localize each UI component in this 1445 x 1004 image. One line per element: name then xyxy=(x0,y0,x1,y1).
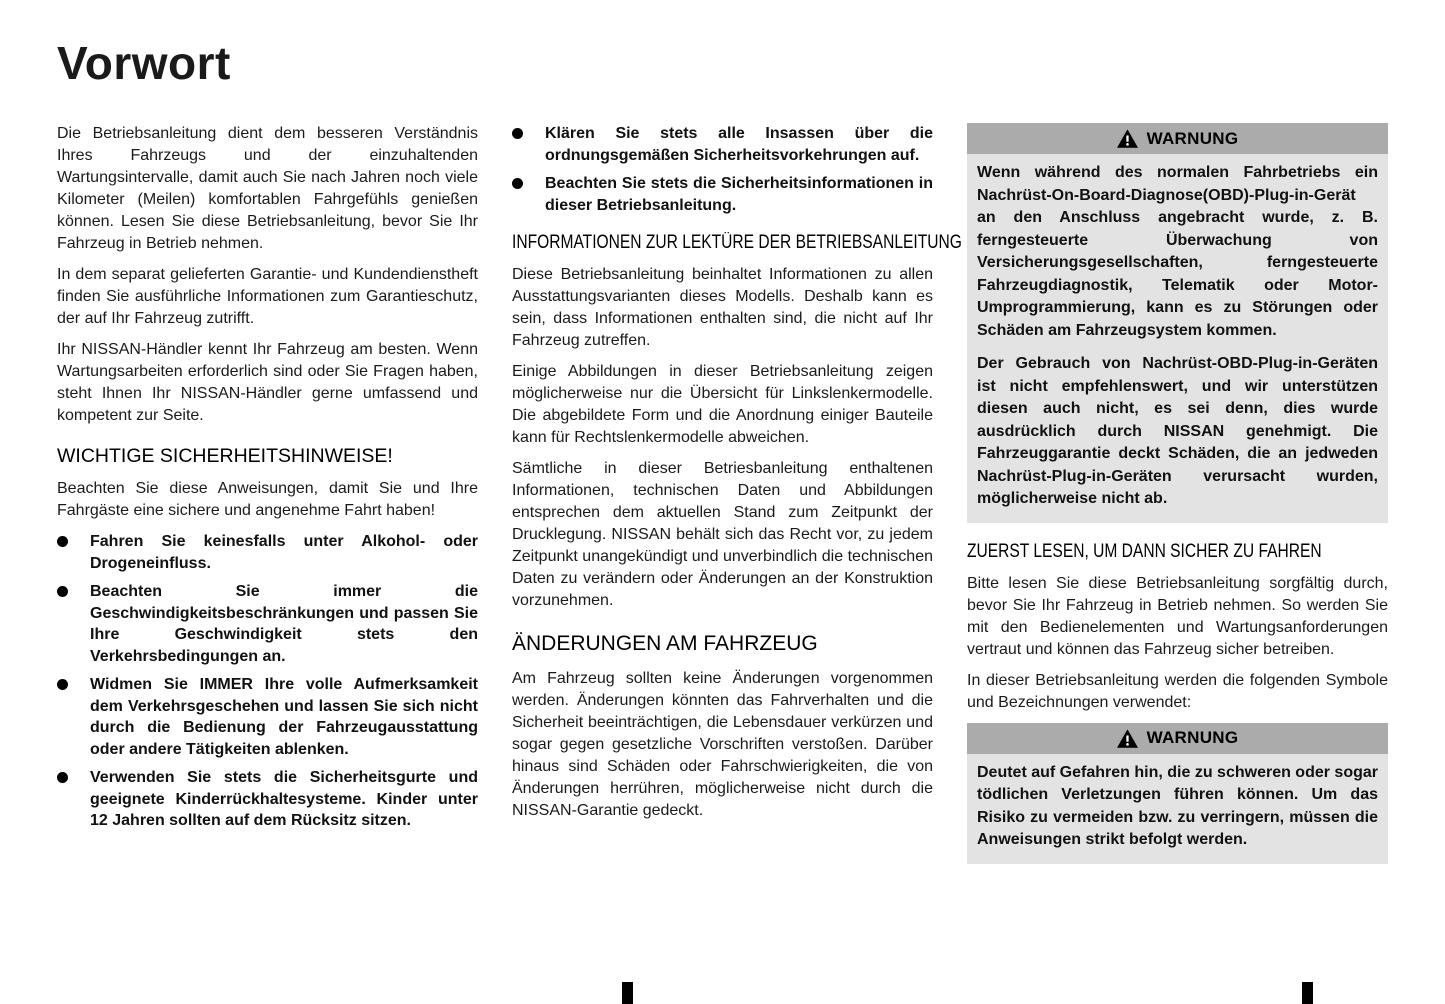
warning-icon xyxy=(1117,729,1138,748)
list-item xyxy=(57,581,478,667)
print-marker-left xyxy=(622,982,633,1004)
read-first-paragraph: Bitte lesen Sie diese Betriebsanleitung sorgfältig durch, bevor Sie Ihr Fahrzeug in Betrieb nehmen. So werden Sie mit den Bedienelementen und Wartungsanforderungen vertraut und können das Fahrzeug sicher betreiben. xyxy=(967,574,1388,658)
bullet-icon xyxy=(57,581,90,667)
column-3 xyxy=(967,123,1388,882)
list-item-text: Beachten Sie stets die Sicherheitsinformationen in dieser Betriebsanleitung. xyxy=(545,175,933,214)
list-item-text: Fahren Sie keinesfalls unter Alkohol- oder Drogeneinfluss. xyxy=(90,533,478,572)
bullet-icon xyxy=(57,767,90,832)
warning-paragraph: Der Gebrauch von Nachrüst-OBD-Plug-in-Geräten ist nicht empfehlenswert, und wir unterstützen diesen auch nicht, es sei denn, dies wurde ausdrücklich durch NISSAN genehmigt. Die Fahrzeuggarantie deckt Schäden, die an jedweden Nachrüst-Plug-in-Geräten verursacht wurden, möglicherweise nicht ab. xyxy=(977,355,1378,507)
list-item-text: Widmen Sie IMMER Ihre volle Aufmerksamkeit dem Verkehrsgeschehen und lassen Sie sich nicht durch die Bedienung der Fahrzeugausstattung oder andere Tätigkeiten ablenken. xyxy=(90,676,478,758)
warning-header xyxy=(967,123,1388,154)
warning-body xyxy=(967,754,1388,864)
list-item xyxy=(57,674,478,760)
safety-bullet-list xyxy=(57,531,478,832)
bullet-icon xyxy=(57,674,90,760)
warning-box-obd xyxy=(967,123,1388,523)
content-columns xyxy=(57,123,1389,882)
symbols-intro-paragraph: In dieser Betriebsanleitung werden die folgenden Symbole und Bezeichnungen verwendet: xyxy=(967,671,1388,711)
safety-intro-paragraph: Beachten Sie diese Anweisungen, damit Sie und Ihre Fahrgäste eine sichere und angenehme Fahrt haben! xyxy=(57,480,478,519)
warning-box-definition xyxy=(967,723,1388,864)
column-2 xyxy=(512,123,962,831)
print-marker-right xyxy=(1302,982,1313,1004)
warning-body xyxy=(967,154,1388,523)
warranty-paragraph: In dem separat gelieferten Garantie- und Kundendienstheft finden Sie ausführliche Informationen zum Garantieschutz, der auf Ihr Fahrzeug zutrifft. xyxy=(57,266,478,327)
illustrations-paragraph: Einige Abbildungen in dieser Betriebsanleitung zeigen möglicherweise nur die Übersicht für Linkslenkermodelle. Die abgebildete Form und die Anordnung einiger Bauteile kann für Rechtslenkermodelle abweichen. xyxy=(512,363,933,446)
list-item-text: Klären Sie stets alle Insassen über die ordnungsgemäßen Sicherheitsvorkehrungen auf. xyxy=(545,125,933,164)
warning-title: WARNUNG xyxy=(1146,728,1239,747)
warning-title: WARNUNG xyxy=(1146,128,1239,148)
warning-paragraph: Deutet auf Gefahren hin, die zu schweren oder sogar tödlichen Verletzungen führen können. Um das Risiko zu vermeiden bzw. zu verringern, müssen die Anweisungen strikt befolgt werden. xyxy=(977,763,1378,848)
dealer-paragraph: Ihr NISSAN-Händler kennt Ihr Fahrzeug am besten. Wenn Wartungsarbeiten erforderlich sind oder Sie Fragen haben, steht Ihnen Ihr NISSAN-Händler gerne umfassend und kompetent zur Seite. xyxy=(57,341,478,424)
list-item xyxy=(512,123,933,166)
list-item xyxy=(57,531,478,574)
warning-icon xyxy=(1117,129,1138,148)
safety-bullet-list-continued xyxy=(512,123,933,216)
section-heading-safety-notes: WICHTIGE SICHERHEITSHINWEISE! xyxy=(57,445,393,467)
section-heading-vehicle-modifications: ÄNDERUNGEN AM FAHRZEUG xyxy=(512,632,818,655)
printing-paragraph: Sämtliche in dieser Betriesbanleitung enthaltenen Informationen, technischen Daten und Abbildungen entsprechen dem aktuellen Stand zum Zeitpunkt der Drucklegung. NISSAN behält sich das Recht vor, zu jedem Zeitpunkt unangekündigt und unverbindlich die technischen Daten zu verändern oder Änderungen an der Konstruktion vorzunehmen. xyxy=(512,460,933,609)
list-item-text: Beachten Sie immer die Geschwindigkeitsbeschränkungen und passen Sie Ihre Geschwindigkeit stets den Verkehrsbedingungen an. xyxy=(90,583,478,665)
bullet-icon xyxy=(512,173,545,216)
variants-paragraph: Diese Betriebsanleitung beinhaltet Informationen zu allen Ausstattungsvarianten dieses Modells. Deshalb kann es sein, dass Informationen enthalten sind, die nicht auf Ihr Fahrzeug zutreffen. xyxy=(512,266,933,349)
page-title: Vorwort xyxy=(57,37,231,89)
column-1 xyxy=(57,123,478,842)
bullet-icon xyxy=(57,531,90,574)
intro-paragraph: Die Betriebsanleitung dient dem besseren Verständnis Ihres Fahrzeugs und der einzuhaltenden Wartungsintervalle, damit auch Sie nach Jahren noch viele Kilometer (Meilen) komfortablen Fahrgefühls genießen können. Lesen Sie diese Betriebsanleitung, bevor Sie Ihr Fahrzeug in Betrieb nehmen. xyxy=(57,125,478,252)
warning-header xyxy=(967,723,1388,754)
list-item xyxy=(512,173,933,216)
list-item xyxy=(57,767,478,832)
list-item-text: Verwenden Sie stets die Sicherheitsgurte und geeignete Kinderrückhaltesysteme. Kinder unter 12 Jahren sollten auf dem Rücksitz sitzen. xyxy=(90,769,478,829)
warning-paragraph: Wenn während des normalen Fahrbetriebs ein Nachrüst-On-Board-Diagnose(OBD)-Plug-in-Gerät an den Anschluss angebracht wurde, z. B. ferngesteuerte Überwachung von Versicherungsgesellschaften, ferngesteuerte Fahrzeugdiagnostik, Telematik oder Motor-Umprogrammierung, kann es zu Störungen oder Schäden am Fahrzeugsystem kommen. xyxy=(977,164,1378,339)
section-heading-read-first: ZUERST LESEN, UM DANN SICHER ZU FAHREN xyxy=(967,540,1322,562)
section-heading-reading-info: INFORMATIONEN ZUR LEKTÜRE DER BETRIEBSANLEITUNG xyxy=(512,232,962,253)
modifications-paragraph: Am Fahrzeug sollten keine Änderungen vorgenommen werden. Änderungen könnten das Fahrverhalten und die Sicherheit beeinträchtigen, die Lebensdauer verkürzen und sogar gegen gesetzliche Vorschriften verstoßen. Darüber hinaus sind Schäden oder Fahrschwierigkeiten, die von Änderungen herrühren, möglicherweise nicht durch die NISSAN-Garantie gedeckt. xyxy=(512,670,933,819)
bullet-icon xyxy=(512,123,545,166)
